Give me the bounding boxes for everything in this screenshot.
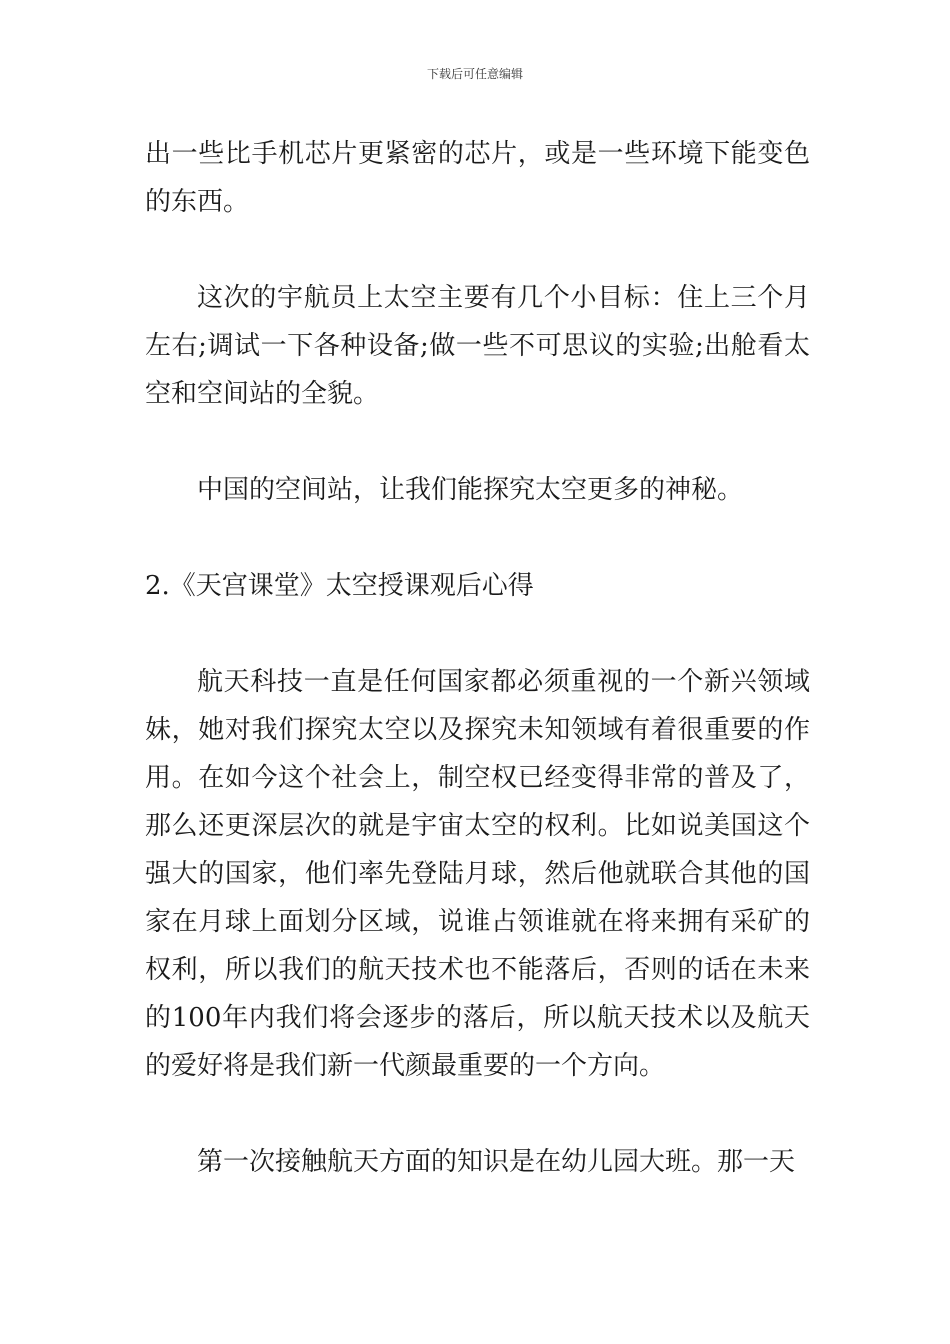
paragraph-first-contact: 第一次接触航天方面的知识是在幼儿园大班。那一天	[197, 1147, 796, 1177]
paragraph-space-technology: 航天科技一直是任何国家都必须重视的一个新兴领域妹，她对我们探究太空以及探究未知领域有着很重要的作用。在如今这个社会上，制空权已经变得非常的普及了，那么还更深层次的就是宇宙太空的权利。比如说美国这个强大的国家，他们率先登陆月球，然后他就联合其他的国家在月球上面划分区域，说谁占领谁就在将来拥有采矿的权利，所以我们的航天技术也不能落后，否则的话在未来的100年内我们将会逐步的落后，所以航天技术以及航天的爱好将是我们新一代颜最重要的一个方向。	[145, 667, 810, 1081]
page-header: 下载后可任意编辑	[426, 67, 523, 81]
section-heading: 2.《天宫课堂》太空授课观后心得	[145, 571, 534, 601]
paragraph-continuation: 出一些比手机芯片更紧密的芯片，或是一些环境下能变色的东西。	[145, 139, 810, 217]
paragraph-astronaut-goals: 这次的宇航员上太空主要有几个小目标：住上三个月左右;调试一下各种设备;做一些不可思议的实验;出舱看太空和空间站的全貌。	[145, 283, 810, 409]
paragraph-space-station: 中国的空间站，让我们能探究太空更多的神秘。	[197, 475, 744, 505]
document-body	[145, 130, 810, 1234]
